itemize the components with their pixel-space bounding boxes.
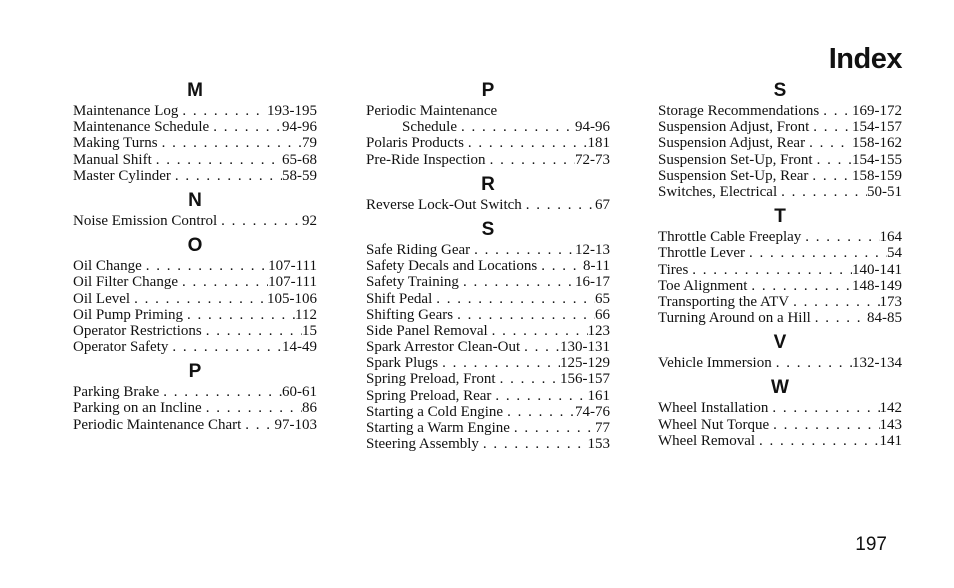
index-entry <box>73 307 317 323</box>
index-entry-label: Wheel Nut Torque <box>658 416 770 433</box>
index-entry-page: 156-157 <box>560 371 610 388</box>
dot-leader <box>171 168 282 184</box>
dot-leader <box>438 355 560 371</box>
dot-leader <box>217 213 302 229</box>
index-entry-page: 107-111 <box>268 258 317 275</box>
section-letter: V <box>773 332 787 354</box>
index-entry <box>73 168 317 184</box>
index-entry <box>366 242 610 258</box>
index-entry <box>366 436 610 452</box>
index-entry-label: Pre-Ride Inspection <box>366 151 486 168</box>
index-entry-page: 158-162 <box>852 135 902 152</box>
index-entry-label: Noise Emission Control <box>73 212 218 229</box>
index-entry-page: 97-103 <box>274 416 317 433</box>
dot-leader <box>537 258 583 274</box>
index-entry-page: 161 <box>587 387 610 404</box>
dot-leader <box>457 119 575 135</box>
index-entry-label: Shift Pedal <box>366 290 433 307</box>
index-entry-label: Starting a Cold Engine <box>366 403 504 420</box>
index-entry <box>658 152 902 168</box>
dot-leader <box>453 307 595 323</box>
section-letter: R <box>481 173 495 195</box>
index-entry-label: Safety Training <box>366 274 459 291</box>
index-entry <box>366 355 610 371</box>
index-entry <box>73 339 317 355</box>
dot-leader <box>183 307 295 323</box>
index-entry-page: 66 <box>595 306 610 323</box>
dot-leader <box>459 274 575 290</box>
index-entry-page: 84-85 <box>867 310 902 327</box>
index-entry-page: 92 <box>302 212 317 229</box>
page-number: 197 <box>855 534 887 555</box>
dot-leader <box>432 291 595 307</box>
index-entry-label: Oil Change <box>73 258 142 275</box>
index-entry <box>73 274 317 290</box>
index-entry-page: 60-61 <box>282 384 317 401</box>
index-section <box>658 206 902 326</box>
index-section <box>366 80 610 168</box>
dot-leader <box>777 184 867 200</box>
index-entry <box>658 245 902 261</box>
index-column-1 <box>73 80 317 439</box>
index-entry-page: 112 <box>295 306 317 323</box>
index-section <box>658 80 902 200</box>
section-letter: S <box>773 80 787 101</box>
index-entry-label: Oil Level <box>73 290 131 307</box>
index-entry-label: Oil Pump Priming <box>73 306 184 323</box>
index-entry-label: Manual Shift <box>73 151 152 168</box>
page-title: Index <box>828 43 902 75</box>
index-entry <box>73 135 317 151</box>
index-entry <box>366 258 610 274</box>
dot-leader <box>688 262 852 278</box>
dot-leader <box>496 371 560 387</box>
index-entry <box>658 417 902 433</box>
index-entry <box>366 152 610 168</box>
index-section <box>73 235 317 355</box>
index-entry-page: 169-172 <box>852 103 902 119</box>
dot-leader <box>747 278 852 294</box>
dot-leader <box>789 294 879 310</box>
index-entry-label: Shifting Gears <box>366 306 454 323</box>
index-entry <box>366 388 610 404</box>
index-entry-label: Toe Alignment <box>658 277 748 294</box>
index-entry-page: 12-13 <box>575 241 610 258</box>
index-entry-label: Oil Filter Change <box>73 274 178 291</box>
index-entry <box>73 258 317 274</box>
index-entry-label: Steering Assembly <box>366 436 479 453</box>
index-entry-page: 16-17 <box>575 274 610 291</box>
section-letter: N <box>188 189 202 211</box>
section-letter: S <box>481 218 495 240</box>
index-entry-page: 193-195 <box>267 103 317 119</box>
dot-leader <box>491 388 587 404</box>
index-entry-label: Transporting the ATV <box>658 293 790 310</box>
index-entry-page: 8-11 <box>583 258 610 275</box>
dot-leader <box>241 417 274 433</box>
dot-leader <box>819 103 852 119</box>
dot-leader <box>772 355 852 371</box>
index-entry-page: 153 <box>587 436 610 453</box>
index-entry-label: Spring Preload, Rear <box>366 387 492 404</box>
dot-leader <box>178 103 267 119</box>
index-entry-page: 141 <box>879 432 902 449</box>
dot-leader <box>152 152 282 168</box>
index-entry <box>658 433 902 449</box>
index-entry-page: 143 <box>879 416 902 433</box>
index-entry-page: 107-111 <box>268 274 317 291</box>
index-entry-page: 132-134 <box>852 355 902 372</box>
dot-leader <box>159 384 282 400</box>
index-entry <box>366 404 610 420</box>
index-entry <box>73 119 317 135</box>
index-entry-page: 50-51 <box>867 183 902 200</box>
dot-leader <box>808 168 852 184</box>
index-entry-label: Parking Brake <box>73 384 160 401</box>
index-entry-page: 15 <box>302 322 317 339</box>
index-entry-page: 123 <box>587 322 610 339</box>
index-entry-label: Operator Restrictions <box>73 322 202 339</box>
index-entry-label: Master Cylinder <box>73 167 171 184</box>
index-entry-label: Suspension Set-Up, Front <box>658 151 813 168</box>
index-entry <box>658 355 902 371</box>
dot-leader <box>209 119 282 135</box>
index-entry-page: 67 <box>595 196 610 213</box>
index-column-3 <box>658 80 902 455</box>
section-letter: T <box>774 206 786 228</box>
dot-leader <box>464 135 588 151</box>
index-section <box>73 190 317 229</box>
index-section <box>73 361 317 433</box>
index-entry-label: Suspension Adjust, Rear <box>658 135 806 152</box>
index-entry <box>366 119 610 135</box>
index-entry <box>658 294 902 310</box>
index-entry-page: 54 <box>887 245 902 262</box>
index-section <box>366 174 610 213</box>
section-letter: P <box>481 80 495 101</box>
dot-leader <box>158 135 302 151</box>
index-entry-page: 125-129 <box>560 355 610 372</box>
index-entry <box>366 135 610 151</box>
index-entry-label: Side Panel Removal <box>366 322 488 339</box>
index-entry-label: Suspension Set-Up, Rear <box>658 167 809 184</box>
index-column-2 <box>366 80 610 458</box>
index-entry-label: Vehicle Immersion <box>658 355 772 372</box>
index-entry-label: Storage Recommendations <box>658 103 820 119</box>
index-entry <box>658 168 902 184</box>
dot-leader <box>503 404 575 420</box>
dot-leader <box>470 242 575 258</box>
index-entry-page: 94-96 <box>282 119 317 136</box>
index-entry-label: Throttle Lever <box>658 245 746 262</box>
dot-leader <box>811 310 867 326</box>
dot-leader <box>745 245 887 261</box>
index-entry-page: 58-59 <box>282 167 317 184</box>
index-entry-label: Safety Decals and Locations <box>366 258 538 275</box>
dot-leader <box>178 274 268 290</box>
index-entry-label: Parking on an Incline <box>73 400 202 417</box>
dot-leader <box>520 339 560 355</box>
dot-leader <box>479 436 588 452</box>
dot-leader <box>202 400 302 416</box>
index-entry <box>658 400 902 416</box>
dot-leader <box>809 119 852 135</box>
index-entry <box>73 323 317 339</box>
dot-leader <box>510 420 595 436</box>
dot-leader <box>168 339 282 355</box>
dot-leader <box>813 152 852 168</box>
index-entry-label: Spark Arrestor Clean-Out <box>366 339 521 356</box>
index-entry-page: 77 <box>595 420 610 436</box>
index-section <box>73 80 317 184</box>
index-entry <box>658 229 902 245</box>
index-entry-label: Wheel Installation <box>658 400 769 417</box>
index-entry-page: 65-68 <box>282 151 317 168</box>
section-letter: W <box>771 377 789 399</box>
index-entry <box>73 152 317 168</box>
index-entry-label: Starting a Warm Engine <box>366 420 510 436</box>
index-entry-label: Making Turns <box>73 135 158 152</box>
index-section <box>658 377 902 449</box>
index-entry-page: 86 <box>302 400 317 417</box>
index-entry-label: Reverse Lock-Out Switch <box>366 196 522 213</box>
index-entry-label: Spring Preload, Front <box>366 371 496 388</box>
index-entry-page: 65 <box>595 290 610 307</box>
index-entry-page: 181 <box>587 135 610 152</box>
index-entry-label: Turning Around on a Hill <box>658 310 811 327</box>
index-entry-label: Wheel Removal <box>658 432 756 449</box>
index-section <box>658 332 902 371</box>
index-entry-page: 158-159 <box>852 167 902 184</box>
index-entry <box>366 371 610 387</box>
index-entry-label: Throttle Cable Freeplay <box>658 229 802 246</box>
index-entry-label: Maintenance Log <box>73 103 179 119</box>
index-entry-page: 72-73 <box>575 151 610 168</box>
section-letter: M <box>187 80 203 101</box>
dot-leader <box>769 417 879 433</box>
index-entry-page: 154-157 <box>852 119 902 136</box>
index-entry-heading: Periodic Maintenance <box>366 103 498 119</box>
index-entry <box>366 420 610 436</box>
index-entry <box>366 339 610 355</box>
index-entry-page: 14-49 <box>282 339 317 356</box>
dot-leader <box>488 323 588 339</box>
index-entry <box>366 197 610 213</box>
index-entry <box>73 400 317 416</box>
index-entry-label: Periodic Maintenance Chart <box>73 416 242 433</box>
index-entry-page: 148-149 <box>852 277 902 294</box>
index-entry-page: 173 <box>879 293 902 310</box>
index-entry <box>73 213 317 229</box>
dot-leader <box>768 400 879 416</box>
index-entry <box>658 184 902 200</box>
dot-leader <box>755 433 879 449</box>
index-entry <box>73 417 317 433</box>
index-entry <box>366 291 610 307</box>
index-entry <box>658 135 902 151</box>
index-entry-page: 164 <box>879 229 902 246</box>
index-entry-label: Tires <box>658 261 689 278</box>
index-entry <box>366 274 610 290</box>
index-entry-page: 140-141 <box>852 261 902 278</box>
dot-leader <box>202 323 302 339</box>
index-entry <box>658 119 902 135</box>
index-entry <box>658 278 902 294</box>
index-entry <box>658 103 902 119</box>
dot-leader <box>130 291 267 307</box>
index-entry-page: 74-76 <box>575 403 610 420</box>
dot-leader <box>142 258 268 274</box>
index-entry-page: 105-106 <box>267 290 317 307</box>
index-entry-label: Maintenance Schedule <box>73 119 210 136</box>
dot-leader <box>805 135 852 151</box>
index-entry-page: 94-96 <box>575 119 610 136</box>
index-entry <box>658 310 902 326</box>
index-entry <box>73 291 317 307</box>
index-entry <box>73 103 317 119</box>
dot-leader <box>801 229 879 245</box>
index-entry <box>366 323 610 339</box>
dot-leader <box>522 197 595 213</box>
index-entry-label: Switches, Electrical <box>658 183 778 200</box>
dot-leader <box>486 152 575 168</box>
section-letter: O <box>187 235 203 257</box>
index-entry-label: Polaris Products <box>366 135 464 152</box>
index-entry-page: 130-131 <box>560 339 610 356</box>
index-entry-label: Safe Riding Gear <box>366 241 471 258</box>
index-entry-page: 142 <box>879 400 902 417</box>
index-entry <box>366 307 610 323</box>
index-entry-page: 79 <box>302 135 317 152</box>
index-entry <box>658 262 902 278</box>
index-entry-label: Spark Plugs <box>366 355 439 372</box>
index-entry-label: Schedule <box>402 119 457 136</box>
index-entry <box>73 384 317 400</box>
index-entry-label: Suspension Adjust, Front <box>658 119 810 136</box>
section-letter: P <box>188 361 202 383</box>
index-section <box>366 219 610 452</box>
index-entry-label: Operator Safety <box>73 339 169 356</box>
index-entry-page: 154-155 <box>852 151 902 168</box>
